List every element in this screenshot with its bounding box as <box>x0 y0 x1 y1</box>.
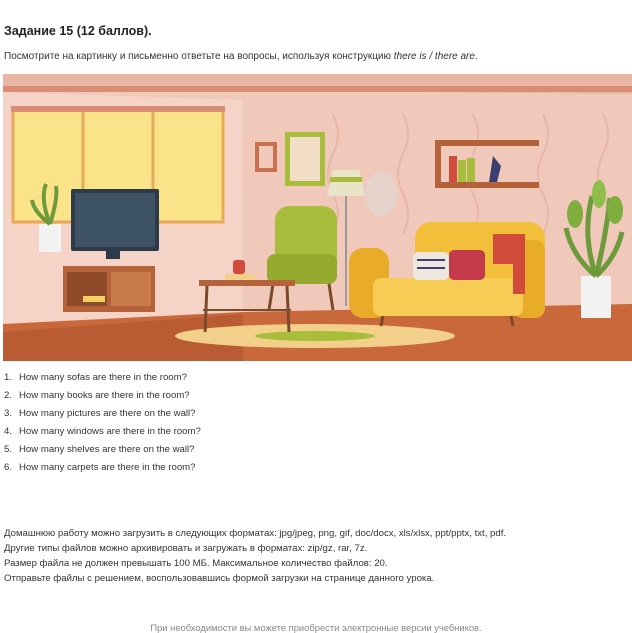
upload-instruction: Отправьте файлы с решением, воспользовавшись формой загрузки на странице данного урока. <box>4 573 435 584</box>
question-text: How many pictures are there on the wall? <box>19 408 196 419</box>
instruction-end: . <box>474 51 478 62</box>
question-number: 6. <box>4 462 13 473</box>
questions-list <box>4 371 201 479</box>
upload-archive-formats: Другие типы файлов можно архивировать и загружать в форматах: zip/gz, rar, 7z. <box>4 543 368 554</box>
footer-note: При необходимости вы можете приобрести электронные версии учебников. <box>150 622 482 633</box>
upload-info <box>4 526 506 586</box>
question-number: 3. <box>4 408 13 419</box>
upload-formats: Домашнюю работу можно загрузить в следующих форматах: jpg/jpeg, png, gif, doc/docx, xls/xlsx, ppt/pptx, txt, pdf. <box>4 528 507 539</box>
question-text: How many books are there in the room? <box>19 390 190 401</box>
question-item <box>4 371 201 389</box>
task-instruction <box>4 51 478 62</box>
task-title: Задание 15 (12 баллов). <box>4 24 152 38</box>
instruction-emphasis: there is / there are <box>393 51 475 62</box>
question-text: How many windows are there in the room? <box>19 426 201 437</box>
question-number: 5. <box>4 444 13 455</box>
question-item <box>4 425 201 443</box>
instruction-text: Посмотрите на картинку и письменно ответьте на вопросы, используя конструкцию <box>4 51 394 62</box>
question-item <box>4 461 201 479</box>
question-number: 2. <box>4 390 13 401</box>
question-text: How many carpets are there in the room? <box>19 462 196 473</box>
living-room-illustration <box>3 74 632 361</box>
upload-limits: Размер файла не должен превышать 100 МБ. Максимальное количество файлов: 20. <box>4 558 388 569</box>
question-number: 1. <box>4 372 13 383</box>
question-item <box>4 389 201 407</box>
question-item <box>4 407 201 425</box>
question-text: How many shelves are there on the wall? <box>19 444 195 455</box>
question-number: 4. <box>4 426 13 437</box>
question-item <box>4 443 201 461</box>
question-text: How many sofas are there in the room? <box>19 372 187 383</box>
